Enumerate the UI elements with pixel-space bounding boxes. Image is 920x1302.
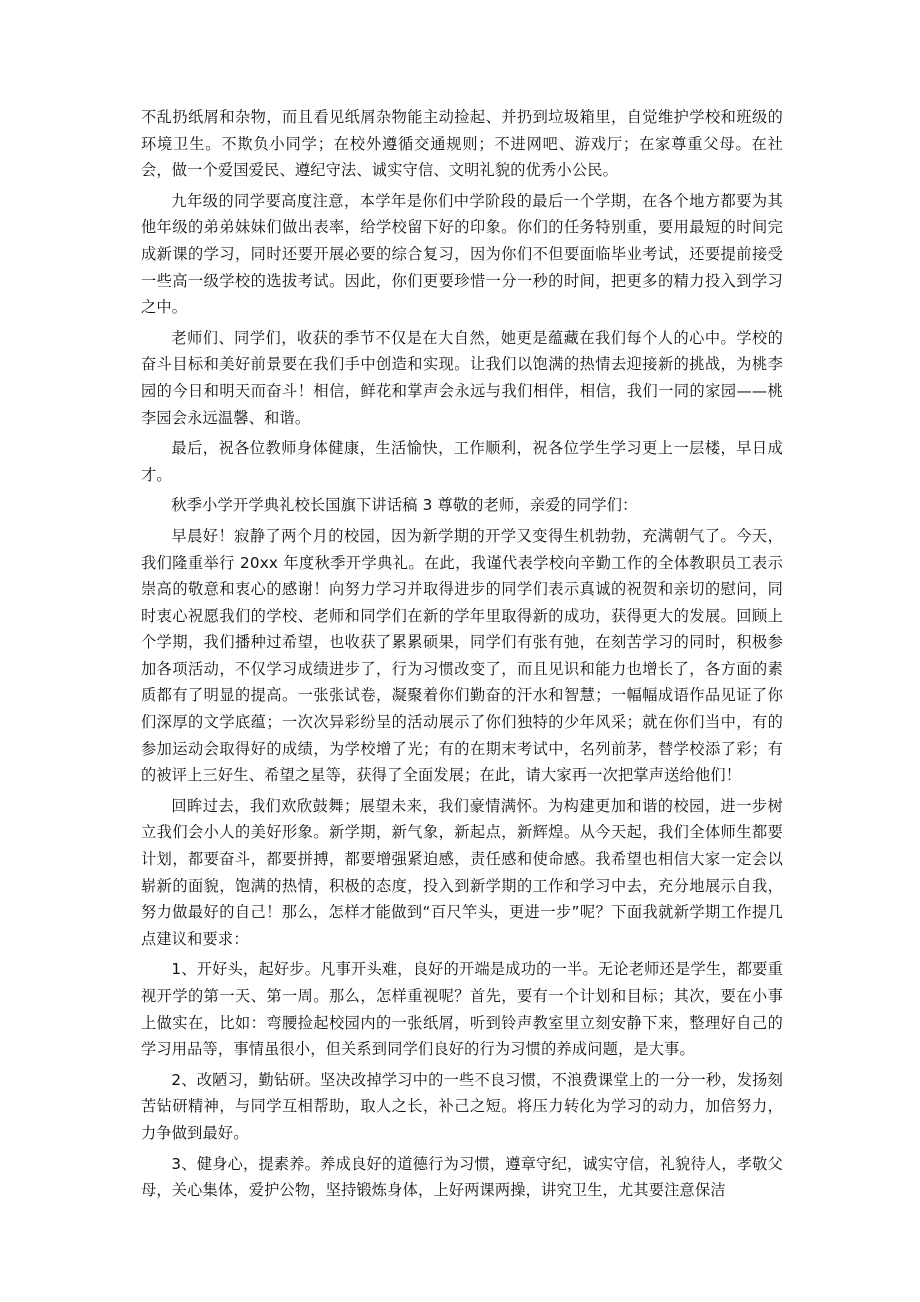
document-page: [141, 104, 783, 1208]
paragraph-point-3: 3、健身心，提素养。养成良好的道德行为习惯，遵章守纪，诚实守信，礼貌待人，孝敬父母，关心集体，爱护公物，坚持锻炼身体，上好两课两操，讲究卫生，尤其要注意保洁: [141, 1154, 783, 1200]
paragraph-closing-wishes: 最后，祝各位教师身体健康，生活愉快，工作顺利，祝各位学生学习更上一层楼，早日成才。: [141, 439, 783, 484]
paragraph-point-1: 1、开好头，起好步。凡事开头难，良好的开端是成功的一半。无论老师还是学生，都要重视开学的第一天、第一周。那么，怎样重视呢？首先，要有一个计划和目标；其次，要在小事上做实在，比如：弯腰捡起校园内的一张纸屑，听到铃声教室里立刻安静下来，整理好自己的学习用品等，事情虽很小，但关系到同学们良好的行为习惯的养成问题，是大事。: [141, 960, 783, 1059]
paragraph-harvest-season: 老师们、同学们，收获的季节不仅是在大自然，她更是蕴藏在我们每个人的心中。学校的奋斗目标和美好前景要在我们手中创造和实现。让我们以饱满的热情去迎接新的挑战，为桃李园的今日和明天而奋斗！相信，鲜花和掌声会永远与我们相伴，相信，我们一同的家园——桃李园会永远温馨、和谐。: [141, 328, 783, 427]
paragraph-looking-back: 回眸过去，我们欢欣鼓舞；展望未来，我们豪情满怀。为构建更加和谐的校园，进一步树立我们会小人的美好形象。新学期，新气象，新起点，新辉煌。从今天起，我们全体师生都要计划，都要奋斗，都要拼搏，都要增强紧迫感，责任感和使命感。我希望也相信大家一定会以崭新的面貌，饱满的热情，积极的态度，投入到新学期的工作和学习中去，充分地展示自我，努力做最好的自己！那么，怎样才能做到“百尺竿头，更进一步”呢？下面我就新学期工作提几点建议和要求：: [141, 796, 783, 948]
paragraph-continued: 不乱扔纸屑和杂物，而且看见纸屑杂物能主动捡起、并扔到垃圾箱里，自觉维护学校和班级的环境卫生。不欺负小同学；在校外遵循交通规则；不进网吧、游戏厅；在家尊重父母。在社会，做一个爱国爱民、遵纪守法、诚实守信、文明礼貌的优秀小公民。: [141, 108, 783, 180]
paragraph-point-2: 2、改陋习，勤钻研。坚决改掉学习中的一些不良习惯，不浪费课堂上的一分一秒，发扬刻苦钻研精神，与同学互相帮助，取人之长，补己之短。将压力转化为学习的动力，加倍努力，力争做到最好。: [141, 1070, 783, 1142]
paragraph-good-morning: 早晨好！寂静了两个月的校园，因为新学期的开学又变得生机勃勃，充满朝气了。今天，我们隆重举行 20xx 年度秋季开学典礼。在此，我谨代表学校向辛勤工作的全体教职员工表示崇高的敬意和衷心的感谢！向努力学习并取得进步的同学们表示真诚的祝贺和亲切的慰问，同时衷心祝愿我们的学校、老师和同学们在新的学年里取得新的成功，获得更大的发展。回顾上个学期，我们播种过希望，也收获了累累硕果，同学们有张有弛，在刻苦学习的同时，积极参加各项活动，不仅学习成绩进步了，行为习惯改变了，而且见识和能力也增长了，各方面的素质都有了明显的提高。一张张试卷，凝聚着你们勤奋的汗水和智慧；一幅幅成语作品见证了你们深厚的文学底蕴；一次次异彩纷呈的活动展示了你们独特的少年风采；就在你们当中，有的参加运动会取得好的成绩，为学校增了光；有的在期末考试中，名列前茅，替学校添了彩；有的被评上三好生、希望之星等，获得了全面发展；在此，请大家再一次把掌声送给他们！: [141, 526, 783, 785]
paragraph-grade-nine: 九年级的同学要高度注意，本学年是你们中学阶段的最后一个学期，在各个地方都要为其他年级的弟弟妹妹们做出表率，给学校留下好的印象。你们的任务特别重，要用最短的时间完成新课的学习，同时还要开展必要的综合复习，因为你们不但要面临毕业考试，还要提前接受一些高一级学校的选拔考试。因此，你们更要珍惜一分一秒的时间，把更多的精力投入到学习之中。: [141, 191, 783, 317]
section-heading-speech-3: 秋季小学开学典礼校长国旗下讲话稿 3 尊敬的老师，亲爱的同学们：: [171, 496, 638, 515]
